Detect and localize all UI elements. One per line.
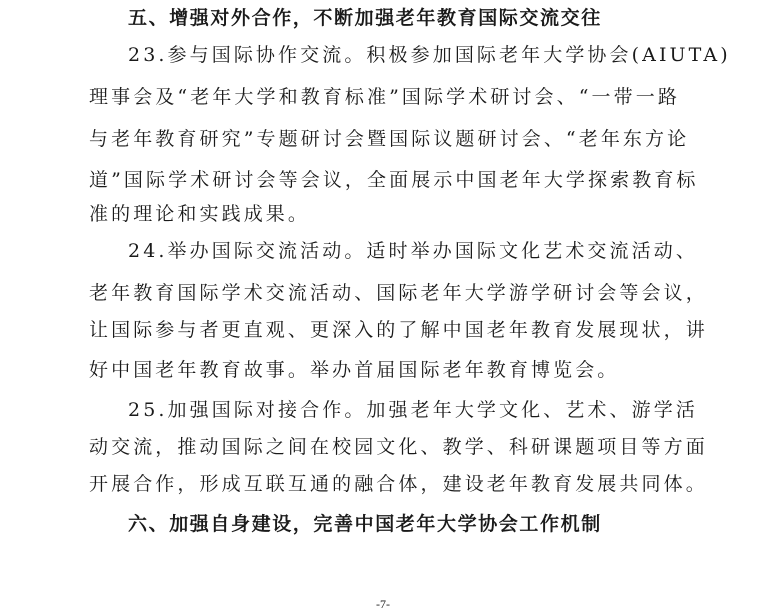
- section-heading-international-cooperation: 五、增强对外合作，不断加强老年教育国际交流交往: [128, 7, 602, 29]
- paragraph-line: 理事会及“老年大学和教育标准”国际学术研讨会、“一带一路: [89, 86, 680, 108]
- paragraph-line: 准的理论和实践成果。: [89, 203, 311, 225]
- paragraph-line: 与老年教育研究”专题研讨会暨国际议题研讨会、“老年东方论: [89, 128, 690, 150]
- section-heading-self-construction: 六、加强自身建设，完善中国老年大学协会工作机制: [128, 513, 602, 535]
- paragraph-line: 让国际参与者更直观、更深入的了解中国老年教育发展现状，讲: [89, 319, 708, 341]
- paragraph-line: 25.加强国际对接合作。加强老年大学文化、艺术、游学活: [128, 399, 698, 421]
- page-number: -7-: [376, 597, 390, 611]
- paragraph-line: 好中国老年教育故事。举办首届国际老年教育博览会。: [89, 359, 620, 381]
- paragraph-line: 老年教育国际学术交流活动、国际老年大学游学研讨会等会议，: [89, 282, 708, 304]
- paragraph-line: 动交流，推动国际之间在校园文化、教学、科研课题项目等方面: [89, 436, 708, 458]
- paragraph-line: 开展合作，形成互联互通的融合体，建设老年教育发展共同体。: [89, 473, 708, 495]
- paragraph-line: 道”国际学术研讨会等会议，全面展示中国老年大学探索教育标: [89, 169, 699, 191]
- paragraph-line: 23.参与国际协作交流。积极参加国际老年大学协会(AIUTA): [128, 44, 731, 66]
- paragraph-line: 24.举办国际交流活动。适时举办国际文化艺术交流活动、: [128, 240, 698, 262]
